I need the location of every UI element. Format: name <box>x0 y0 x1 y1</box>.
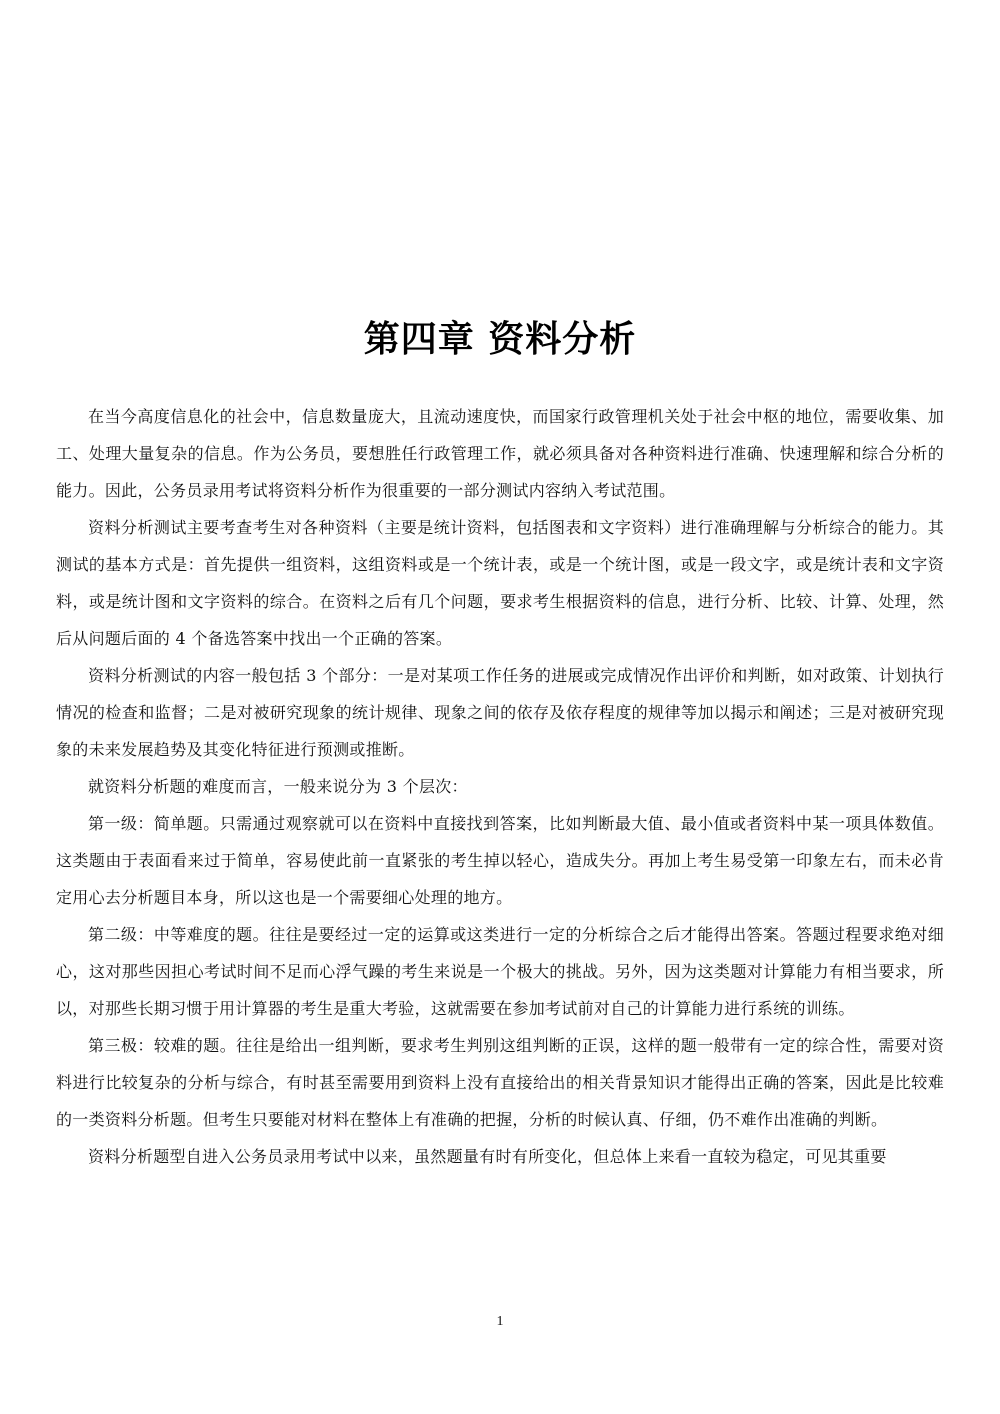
paragraph-level-two: 第二级：中等难度的题。往往是要经过一定的运算或这类进行一定的分析综合之后才能得出答案。答题过程要求绝对细心，这对那些因担心考试时间不足而心浮气躁的考生来说是一个极大的挑战。另外，因为这类题对计算能力有相当要求，所以，对那些长期习惯于用计算器的考生是重大考验，这就需要在参加考试前对自己的计算能力进行系统的训练。 <box>56 925 944 1018</box>
paragraph-intro: 在当今高度信息化的社会中，信息数量庞大，且流动速度快，而国家行政管理机关处于社会中枢的地位，需要收集、加工、处理大量复杂的信息。作为公务员，要想胜任行政管理工作，就必须具备对各种资料进行准确、快速理解和综合分析的能力。因此，公务员录用考试将资料分析作为很重要的一部分测试内容纳入考试范围。 <box>56 407 944 500</box>
paragraph-test-method: 资料分析测试主要考查考生对各种资料（主要是统计资料，包括图表和文字资料）进行准确理解与分析综合的能力。其测试的基本方式是：首先提供一组资料，这组资料或是一个统计表，或是一个统计图，或是一段文字，或是统计表和文字资料，或是统计图和文字资料的综合。在资料之后有几个问题，要求考生根据资料的信息，进行分析、比较、计算、处理，然后从问题后面的 4 个备选答案中找出一个正确的答案。 <box>56 518 944 648</box>
page-number: 1 <box>496 1314 504 1329</box>
paragraph-level-three: 第三极：较难的题。往往是给出一组判断，要求考生判别这组判断的正误，这样的题一般带有一定的综合性，需要对资料进行比较复杂的分析与综合，有时甚至需要用到资料上没有直接给出的相关背景知识才能得出正确的答案，因此是比较难的一类资料分析题。但考生只要能对材料在整体上有准确的把握，分析的时候认真、仔细，仍不难作出准确的判断。 <box>56 1036 944 1129</box>
paragraph-level-one: 第一级：简单题。只需通过观察就可以在资料中直接找到答案，比如判断最大值、最小值或者资料中某一项具体数值。这类题由于表面看来过于简单，容易使此前一直紧张的考生掉以轻心，造成失分。再加上考生易受第一印象左右，而未必肯定用心去分析题目本身，所以这也是一个需要细心处理的地方。 <box>56 814 944 907</box>
chapter-title: 第四章 资料分析 <box>363 319 637 360</box>
paragraph-test-content: 资料分析测试的内容一般包括 3 个部分：一是对某项工作任务的进展或完成情况作出评价和判断，如对政策、计划执行情况的检查和监督；二是对被研究现象的统计规律、现象之间的依存及依存程度的规律等加以揭示和阐述；三是对被研究现象的未来发展趋势及其变化特征进行预测或推断。 <box>56 666 944 759</box>
body-text <box>56 398 944 1175</box>
paragraph-closing: 资料分析题型自进入公务员录用考试中以来，虽然题量有时有所变化，但总体上来看一直较为稳定，可见其重要 <box>88 1147 887 1166</box>
paragraph-difficulty-levels: 就资料分析题的难度而言，一般来说分为 3 个层次： <box>88 777 468 796</box>
